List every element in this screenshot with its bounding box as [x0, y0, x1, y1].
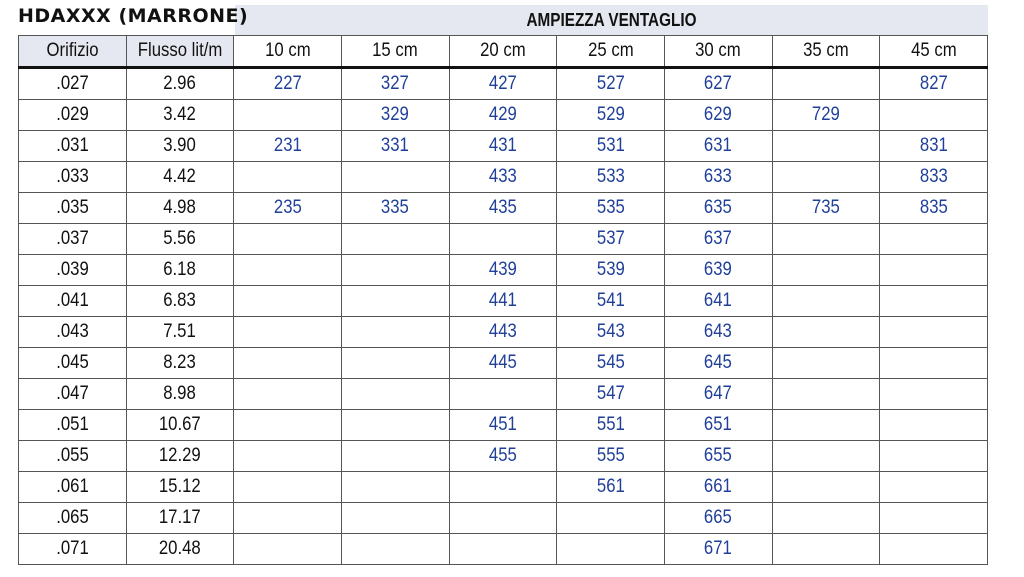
cell-value: 671 — [704, 538, 733, 559]
cell-value: .043 — [56, 321, 89, 342]
nozzle-code-cell — [664, 162, 772, 193]
nozzle-code-cell — [772, 68, 880, 100]
nozzle-code-cell — [557, 472, 665, 503]
orifice-cell — [19, 441, 127, 472]
table-row — [19, 379, 988, 410]
orifice-cell — [19, 410, 127, 441]
flow-cell — [126, 286, 234, 317]
nozzle-code-cell — [880, 162, 988, 193]
nozzle-code-cell — [664, 410, 772, 441]
flow-cell — [126, 224, 234, 255]
nozzle-code-cell — [772, 348, 880, 379]
nozzle-code-cell — [880, 317, 988, 348]
nozzle-code-cell — [772, 317, 880, 348]
group-header: AMPIEZZA VENTAGLIO — [526, 10, 697, 30]
cell-value: 641 — [704, 290, 733, 311]
nozzle-code-cell — [234, 534, 342, 565]
nozzle-code-cell — [341, 410, 449, 441]
flow-cell — [126, 534, 234, 565]
nozzle-code-cell — [664, 131, 772, 162]
nozzle-code-cell — [234, 379, 342, 410]
orifice-cell — [19, 503, 127, 534]
nozzle-code-cell — [449, 255, 557, 286]
cell-value: 20.48 — [159, 538, 201, 559]
cell-value: 551 — [596, 414, 625, 435]
table-row — [19, 68, 988, 100]
cell-value: 6.18 — [163, 259, 197, 280]
nozzle-code-cell — [234, 131, 342, 162]
cell-value: 4.98 — [163, 197, 197, 218]
nozzle-code-cell — [341, 472, 449, 503]
nozzle-code-cell — [557, 410, 665, 441]
nozzle-code-cell — [664, 441, 772, 472]
column-header-label: 45 cm — [910, 40, 957, 61]
flow-cell — [126, 348, 234, 379]
cell-value: .033 — [56, 166, 89, 187]
flow-cell — [126, 317, 234, 348]
cell-value: .065 — [56, 507, 89, 528]
orifice-cell — [19, 162, 127, 193]
column-header-label: Orifizio — [46, 40, 99, 61]
nozzle-code-cell — [772, 472, 880, 503]
cell-value: .045 — [56, 352, 89, 373]
column-header — [19, 36, 127, 68]
nozzle-code-cell — [234, 162, 342, 193]
nozzle-code-cell — [772, 162, 880, 193]
cell-value: 441 — [488, 290, 517, 311]
table-row — [19, 162, 988, 193]
nozzle-code-cell — [341, 379, 449, 410]
nozzle-code-cell — [557, 348, 665, 379]
nozzle-code-cell — [234, 224, 342, 255]
nozzle-code-cell — [880, 472, 988, 503]
nozzle-code-cell — [234, 348, 342, 379]
table-row — [19, 100, 988, 131]
flow-cell — [126, 162, 234, 193]
column-header — [880, 36, 988, 68]
cell-value: 561 — [596, 476, 625, 497]
cell-value: 535 — [596, 197, 625, 218]
table-row — [19, 410, 988, 441]
nozzle-code-cell — [449, 131, 557, 162]
cell-value: 15.12 — [159, 476, 201, 497]
nozzle-table — [18, 35, 988, 565]
cell-value: 643 — [704, 321, 733, 342]
nozzle-code-cell — [341, 534, 449, 565]
cell-value: 555 — [596, 445, 625, 466]
nozzle-code-cell — [234, 317, 342, 348]
nozzle-code-cell — [664, 348, 772, 379]
nozzle-code-cell — [664, 472, 772, 503]
nozzle-code-cell — [772, 441, 880, 472]
column-header-label: 30 cm — [695, 40, 742, 61]
flow-cell — [126, 379, 234, 410]
nozzle-code-cell — [557, 317, 665, 348]
cell-value: 451 — [488, 414, 517, 435]
cell-value: 439 — [488, 259, 517, 280]
nozzle-code-cell — [557, 100, 665, 131]
cell-value: 335 — [381, 197, 410, 218]
cell-value: 235 — [273, 197, 302, 218]
nozzle-code-cell — [664, 100, 772, 131]
nozzle-code-cell — [234, 503, 342, 534]
orifice-cell — [19, 286, 127, 317]
cell-value: 6.83 — [163, 290, 197, 311]
nozzle-code-cell — [341, 286, 449, 317]
nozzle-code-cell — [557, 503, 665, 534]
cell-value: 455 — [488, 445, 517, 466]
nozzle-code-cell — [234, 410, 342, 441]
cell-value: 533 — [596, 166, 625, 187]
nozzle-code-cell — [664, 379, 772, 410]
cell-value: .027 — [56, 73, 89, 94]
cell-value: .035 — [56, 197, 89, 218]
nozzle-code-cell — [664, 255, 772, 286]
nozzle-code-cell — [341, 255, 449, 286]
column-header — [449, 36, 557, 68]
orifice-cell — [19, 131, 127, 162]
cell-value: 427 — [488, 73, 517, 94]
flow-cell — [126, 472, 234, 503]
nozzle-code-cell — [772, 224, 880, 255]
nozzle-code-cell — [772, 534, 880, 565]
nozzle-code-cell — [341, 317, 449, 348]
cell-value: 3.90 — [163, 135, 197, 156]
cell-value: 17.17 — [159, 507, 201, 528]
nozzle-code-cell — [341, 348, 449, 379]
group-header-band — [235, 5, 988, 35]
cell-value: 633 — [704, 166, 733, 187]
cell-value: .061 — [56, 476, 89, 497]
cell-value: .051 — [56, 414, 89, 435]
cell-value: 639 — [704, 259, 733, 280]
nozzle-code-cell — [557, 379, 665, 410]
nozzle-code-cell — [772, 131, 880, 162]
cell-value: 655 — [704, 445, 733, 466]
cell-value: 443 — [488, 321, 517, 342]
nozzle-code-cell — [772, 100, 880, 131]
nozzle-code-cell — [557, 441, 665, 472]
nozzle-code-cell — [880, 224, 988, 255]
column-header-label: 15 cm — [372, 40, 419, 61]
nozzle-code-cell — [341, 68, 449, 100]
cell-value: 543 — [596, 321, 625, 342]
nozzle-code-cell — [449, 193, 557, 224]
column-header-label: 25 cm — [587, 40, 634, 61]
column-header-label: 10 cm — [264, 40, 311, 61]
flow-cell — [126, 193, 234, 224]
nozzle-code-cell — [234, 68, 342, 100]
nozzle-code-cell — [880, 68, 988, 100]
cell-value: .047 — [56, 383, 89, 404]
nozzle-code-cell — [449, 100, 557, 131]
nozzle-code-cell — [449, 317, 557, 348]
orifice-cell — [19, 193, 127, 224]
nozzle-code-cell — [880, 286, 988, 317]
cell-value: 627 — [704, 73, 733, 94]
table-row — [19, 224, 988, 255]
column-header-label: 20 cm — [480, 40, 526, 61]
cell-value: 635 — [704, 197, 733, 218]
orifice-cell — [19, 100, 127, 131]
nozzle-code-cell — [341, 131, 449, 162]
cell-value: .037 — [56, 228, 89, 249]
table-row — [19, 472, 988, 503]
nozzle-code-cell — [557, 193, 665, 224]
nozzle-code-cell — [664, 68, 772, 100]
column-header — [341, 36, 449, 68]
flow-cell — [126, 255, 234, 286]
table-row — [19, 193, 988, 224]
column-header — [664, 36, 772, 68]
nozzle-code-cell — [234, 100, 342, 131]
orifice-cell — [19, 68, 127, 100]
cell-value: 445 — [488, 352, 517, 373]
cell-value: 431 — [488, 135, 517, 156]
cell-value: 661 — [704, 476, 733, 497]
cell-value: 2.96 — [163, 73, 197, 94]
nozzle-code-cell — [880, 131, 988, 162]
nozzle-code-cell — [449, 162, 557, 193]
cell-value: 827 — [919, 73, 948, 94]
nozzle-code-cell — [880, 100, 988, 131]
cell-value: 4.42 — [163, 166, 197, 187]
nozzle-code-cell — [772, 503, 880, 534]
nozzle-code-cell — [341, 503, 449, 534]
nozzle-code-cell — [234, 286, 342, 317]
cell-value: .039 — [56, 259, 89, 280]
flow-cell — [126, 131, 234, 162]
cell-value: 329 — [381, 104, 410, 125]
nozzle-code-cell — [449, 286, 557, 317]
cell-value: 735 — [811, 197, 840, 218]
cell-value: .041 — [56, 290, 89, 311]
column-header-label: 35 cm — [803, 40, 849, 61]
column-header — [126, 36, 234, 68]
cell-value: 637 — [704, 228, 733, 249]
nozzle-code-cell — [341, 224, 449, 255]
nozzle-code-cell — [772, 286, 880, 317]
orifice-cell — [19, 255, 127, 286]
cell-value: 435 — [488, 197, 517, 218]
nozzle-code-cell — [880, 503, 988, 534]
cell-value: 7.51 — [163, 321, 197, 342]
cell-value: .029 — [56, 104, 89, 125]
flow-cell — [126, 441, 234, 472]
cell-value: 833 — [919, 166, 948, 187]
orifice-cell — [19, 534, 127, 565]
table-row — [19, 317, 988, 348]
column-header-label: Flusso lit/m — [137, 40, 223, 61]
column-header — [557, 36, 665, 68]
cell-value: 835 — [919, 197, 948, 218]
cell-value: 529 — [596, 104, 625, 125]
nozzle-code-cell — [664, 317, 772, 348]
cell-value: 12.29 — [159, 445, 201, 466]
nozzle-code-cell — [664, 286, 772, 317]
cell-value: 527 — [596, 73, 625, 94]
nozzle-code-cell — [557, 162, 665, 193]
nozzle-code-cell — [557, 534, 665, 565]
table-row — [19, 534, 988, 565]
nozzle-code-cell — [449, 441, 557, 472]
column-header — [772, 36, 880, 68]
cell-value: 331 — [381, 135, 410, 156]
cell-value: 231 — [273, 135, 302, 156]
cell-value: 433 — [488, 166, 517, 187]
nozzle-code-cell — [449, 410, 557, 441]
table-row — [19, 255, 988, 286]
nozzle-code-cell — [557, 68, 665, 100]
nozzle-code-cell — [449, 379, 557, 410]
nozzle-code-cell — [234, 255, 342, 286]
cell-value: 227 — [273, 73, 302, 94]
flow-cell — [126, 68, 234, 100]
cell-value: 531 — [596, 135, 625, 156]
cell-value: .031 — [56, 135, 89, 156]
flow-cell — [126, 100, 234, 131]
nozzle-code-cell — [234, 193, 342, 224]
orifice-cell — [19, 472, 127, 503]
nozzle-code-cell — [772, 255, 880, 286]
cell-value: 539 — [596, 259, 625, 280]
nozzle-code-cell — [664, 224, 772, 255]
table-row — [19, 286, 988, 317]
cell-value: 831 — [919, 135, 948, 156]
nozzle-code-cell — [449, 224, 557, 255]
nozzle-code-cell — [880, 441, 988, 472]
header-row — [19, 36, 988, 68]
cell-value: 545 — [596, 352, 625, 373]
cell-value: 3.42 — [163, 104, 197, 125]
nozzle-code-cell — [880, 379, 988, 410]
cell-value: 647 — [704, 383, 733, 404]
cell-value: 541 — [596, 290, 625, 311]
nozzle-code-cell — [341, 193, 449, 224]
orifice-cell — [19, 379, 127, 410]
cell-value: 327 — [381, 73, 410, 94]
nozzle-code-cell — [880, 193, 988, 224]
orifice-cell — [19, 348, 127, 379]
cell-value: 10.67 — [159, 414, 201, 435]
cell-value: 429 — [488, 104, 517, 125]
nozzle-code-cell — [341, 162, 449, 193]
table-title: HDAXXX (MARRONE) — [18, 5, 249, 27]
nozzle-code-cell — [449, 472, 557, 503]
orifice-cell — [19, 224, 127, 255]
cell-value: 665 — [704, 507, 733, 528]
cell-value: .055 — [56, 445, 89, 466]
nozzle-code-cell — [880, 255, 988, 286]
nozzle-code-cell — [449, 503, 557, 534]
nozzle-code-cell — [880, 534, 988, 565]
nozzle-code-cell — [449, 534, 557, 565]
nozzle-code-cell — [880, 348, 988, 379]
flow-cell — [126, 410, 234, 441]
table-row — [19, 131, 988, 162]
nozzle-code-cell — [449, 348, 557, 379]
nozzle-code-cell — [772, 379, 880, 410]
cell-value: 8.23 — [163, 352, 197, 373]
nozzle-code-cell — [449, 68, 557, 100]
nozzle-code-cell — [341, 441, 449, 472]
cell-value: 547 — [596, 383, 625, 404]
nozzle-code-cell — [557, 286, 665, 317]
cell-value: 629 — [704, 104, 733, 125]
orifice-cell — [19, 317, 127, 348]
cell-value: 8.98 — [163, 383, 197, 404]
nozzle-code-cell — [341, 100, 449, 131]
nozzle-code-cell — [772, 193, 880, 224]
column-header — [234, 36, 342, 68]
cell-value: 631 — [704, 135, 733, 156]
cell-value: 537 — [596, 228, 625, 249]
nozzle-code-cell — [557, 131, 665, 162]
nozzle-code-cell — [557, 255, 665, 286]
nozzle-code-cell — [664, 193, 772, 224]
nozzle-code-cell — [880, 410, 988, 441]
nozzle-code-cell — [772, 410, 880, 441]
table-row — [19, 441, 988, 472]
nozzle-code-cell — [664, 503, 772, 534]
cell-value: .071 — [56, 538, 89, 559]
nozzle-code-cell — [234, 441, 342, 472]
nozzle-code-cell — [557, 224, 665, 255]
cell-value: 645 — [704, 352, 733, 373]
cell-value: 651 — [704, 414, 733, 435]
table-row — [19, 348, 988, 379]
cell-value: 729 — [811, 104, 840, 125]
cell-value: 5.56 — [163, 228, 197, 249]
table-row — [19, 503, 988, 534]
nozzle-code-cell — [664, 534, 772, 565]
nozzle-code-cell — [234, 472, 342, 503]
flow-cell — [126, 503, 234, 534]
